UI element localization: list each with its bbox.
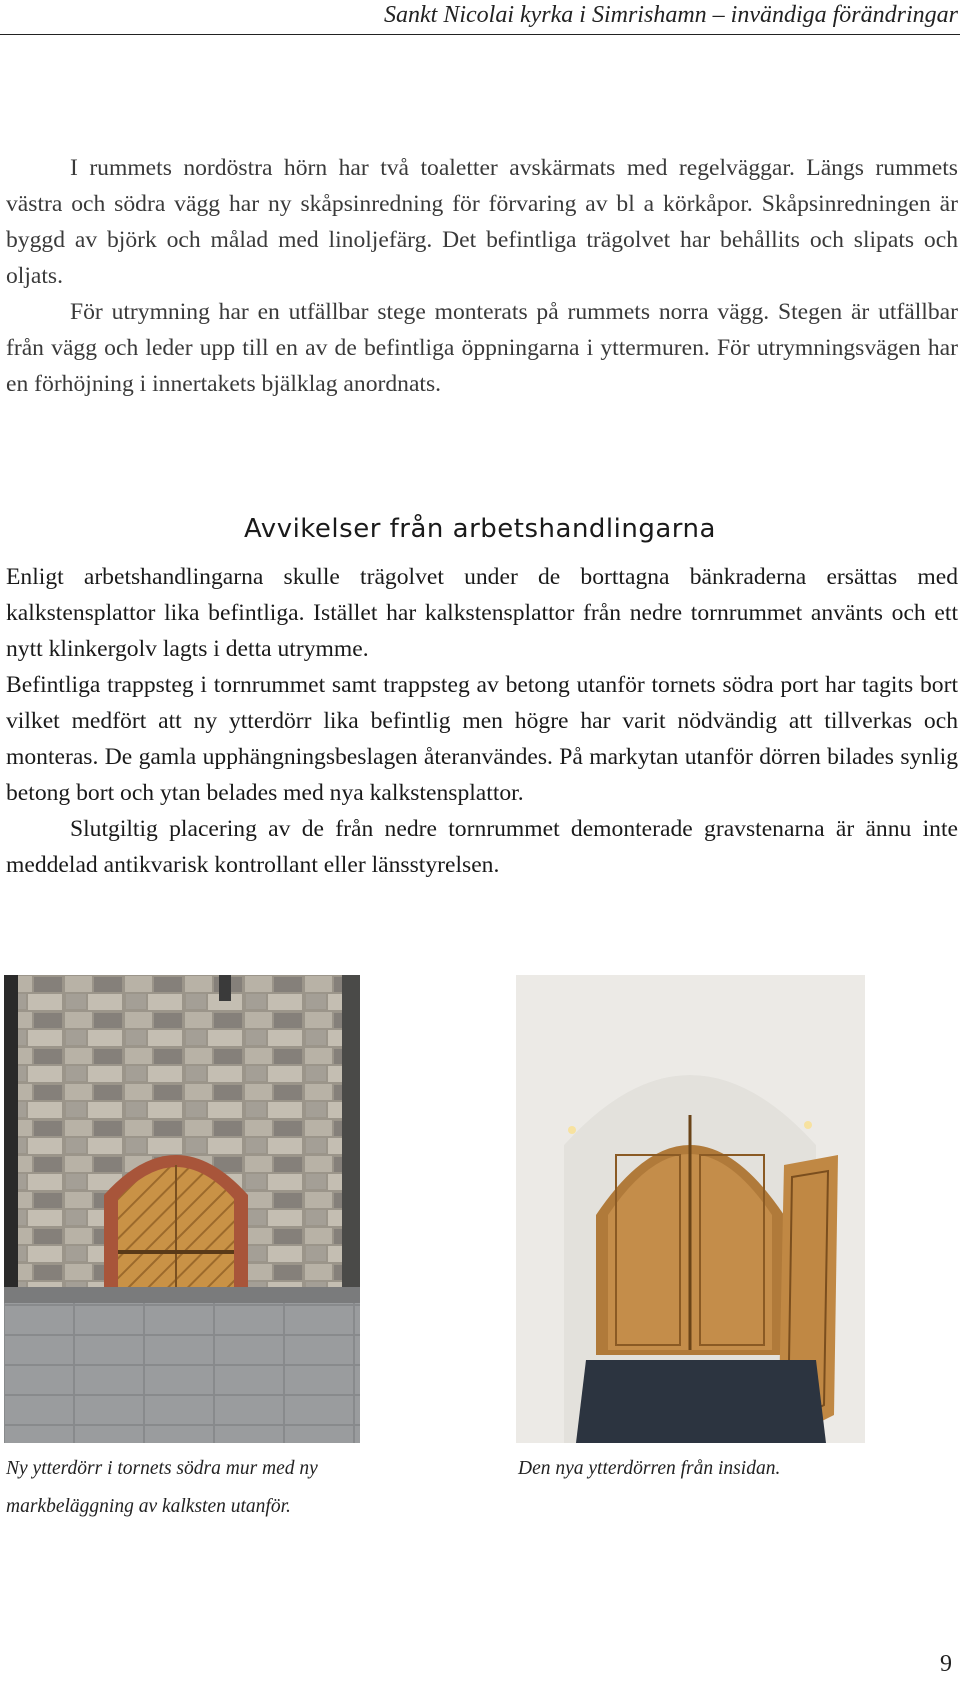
exterior-door-photo xyxy=(4,975,360,1443)
paragraph: Befintliga trappsteg i tornrummet samt trappsteg av betong utanför tornets södra port har tagits bort vilket medfört att ny ytterdörr lika befintlig men högre har varit nödvändig att tillverkas och monteras. De gamla upphängningsbeslagen återanvändes. På markytan utanför dörren bilades synlig betong bort och ytan belades med nya kalkstensplattor. xyxy=(6,672,958,806)
section-1 xyxy=(6,150,958,402)
paragraph: I rummets nordöstra hörn har två toaletter avskärmats med regelväggar. Längs rummets västra och södra vägg har ny skåpsinredning för förvaring av bl a körkåpor. Skåpsinredningen är byggd av björk och målad med linoljefärg. Det befintliga trägolvet har behållits och slipats och oljats. xyxy=(6,155,958,289)
section-2 xyxy=(6,559,958,883)
interior-door-photo xyxy=(516,975,865,1443)
paragraph: Enligt arbetshandlingarna skulle trägolvet under de borttagna bänkraderna ersättas med kalkstensplattor lika befintliga. Istället har kalkstensplattor från nedre tornrummet använts och ett nytt klinkergolv lagts i detta utrymme. xyxy=(6,564,958,662)
paragraph: Slutgiltig placering av de från nedre tornrummet demonterade gravstenarna är ännu inte meddelad antikvarisk kontrollant eller länsstyrelsen. xyxy=(6,816,958,878)
figure-caption-2: Den nya ytterdörren från insidan. xyxy=(518,1458,781,1479)
section-heading: Avvikelser från arbetshandlingarna xyxy=(244,514,716,544)
figure-caption-1: Ny ytterdörr i tornets södra mur med ny markbeläggning av kalksten utanför. xyxy=(6,1458,318,1517)
running-title: Sankt Nicolai kyrka i Simrishamn – invändiga förändringar xyxy=(384,2,958,28)
page-number: 9 xyxy=(940,1651,952,1677)
running-header xyxy=(0,0,960,35)
paragraph: För utrymning har en utfällbar stege monterats på rummets norra vägg. Stegen är utfällbar från vägg och leder upp till en av de befintliga öppningarna i yttermuren. För utrymningsvägen har en förhöjning i innertakets bjälklag anordnats. xyxy=(6,299,958,397)
